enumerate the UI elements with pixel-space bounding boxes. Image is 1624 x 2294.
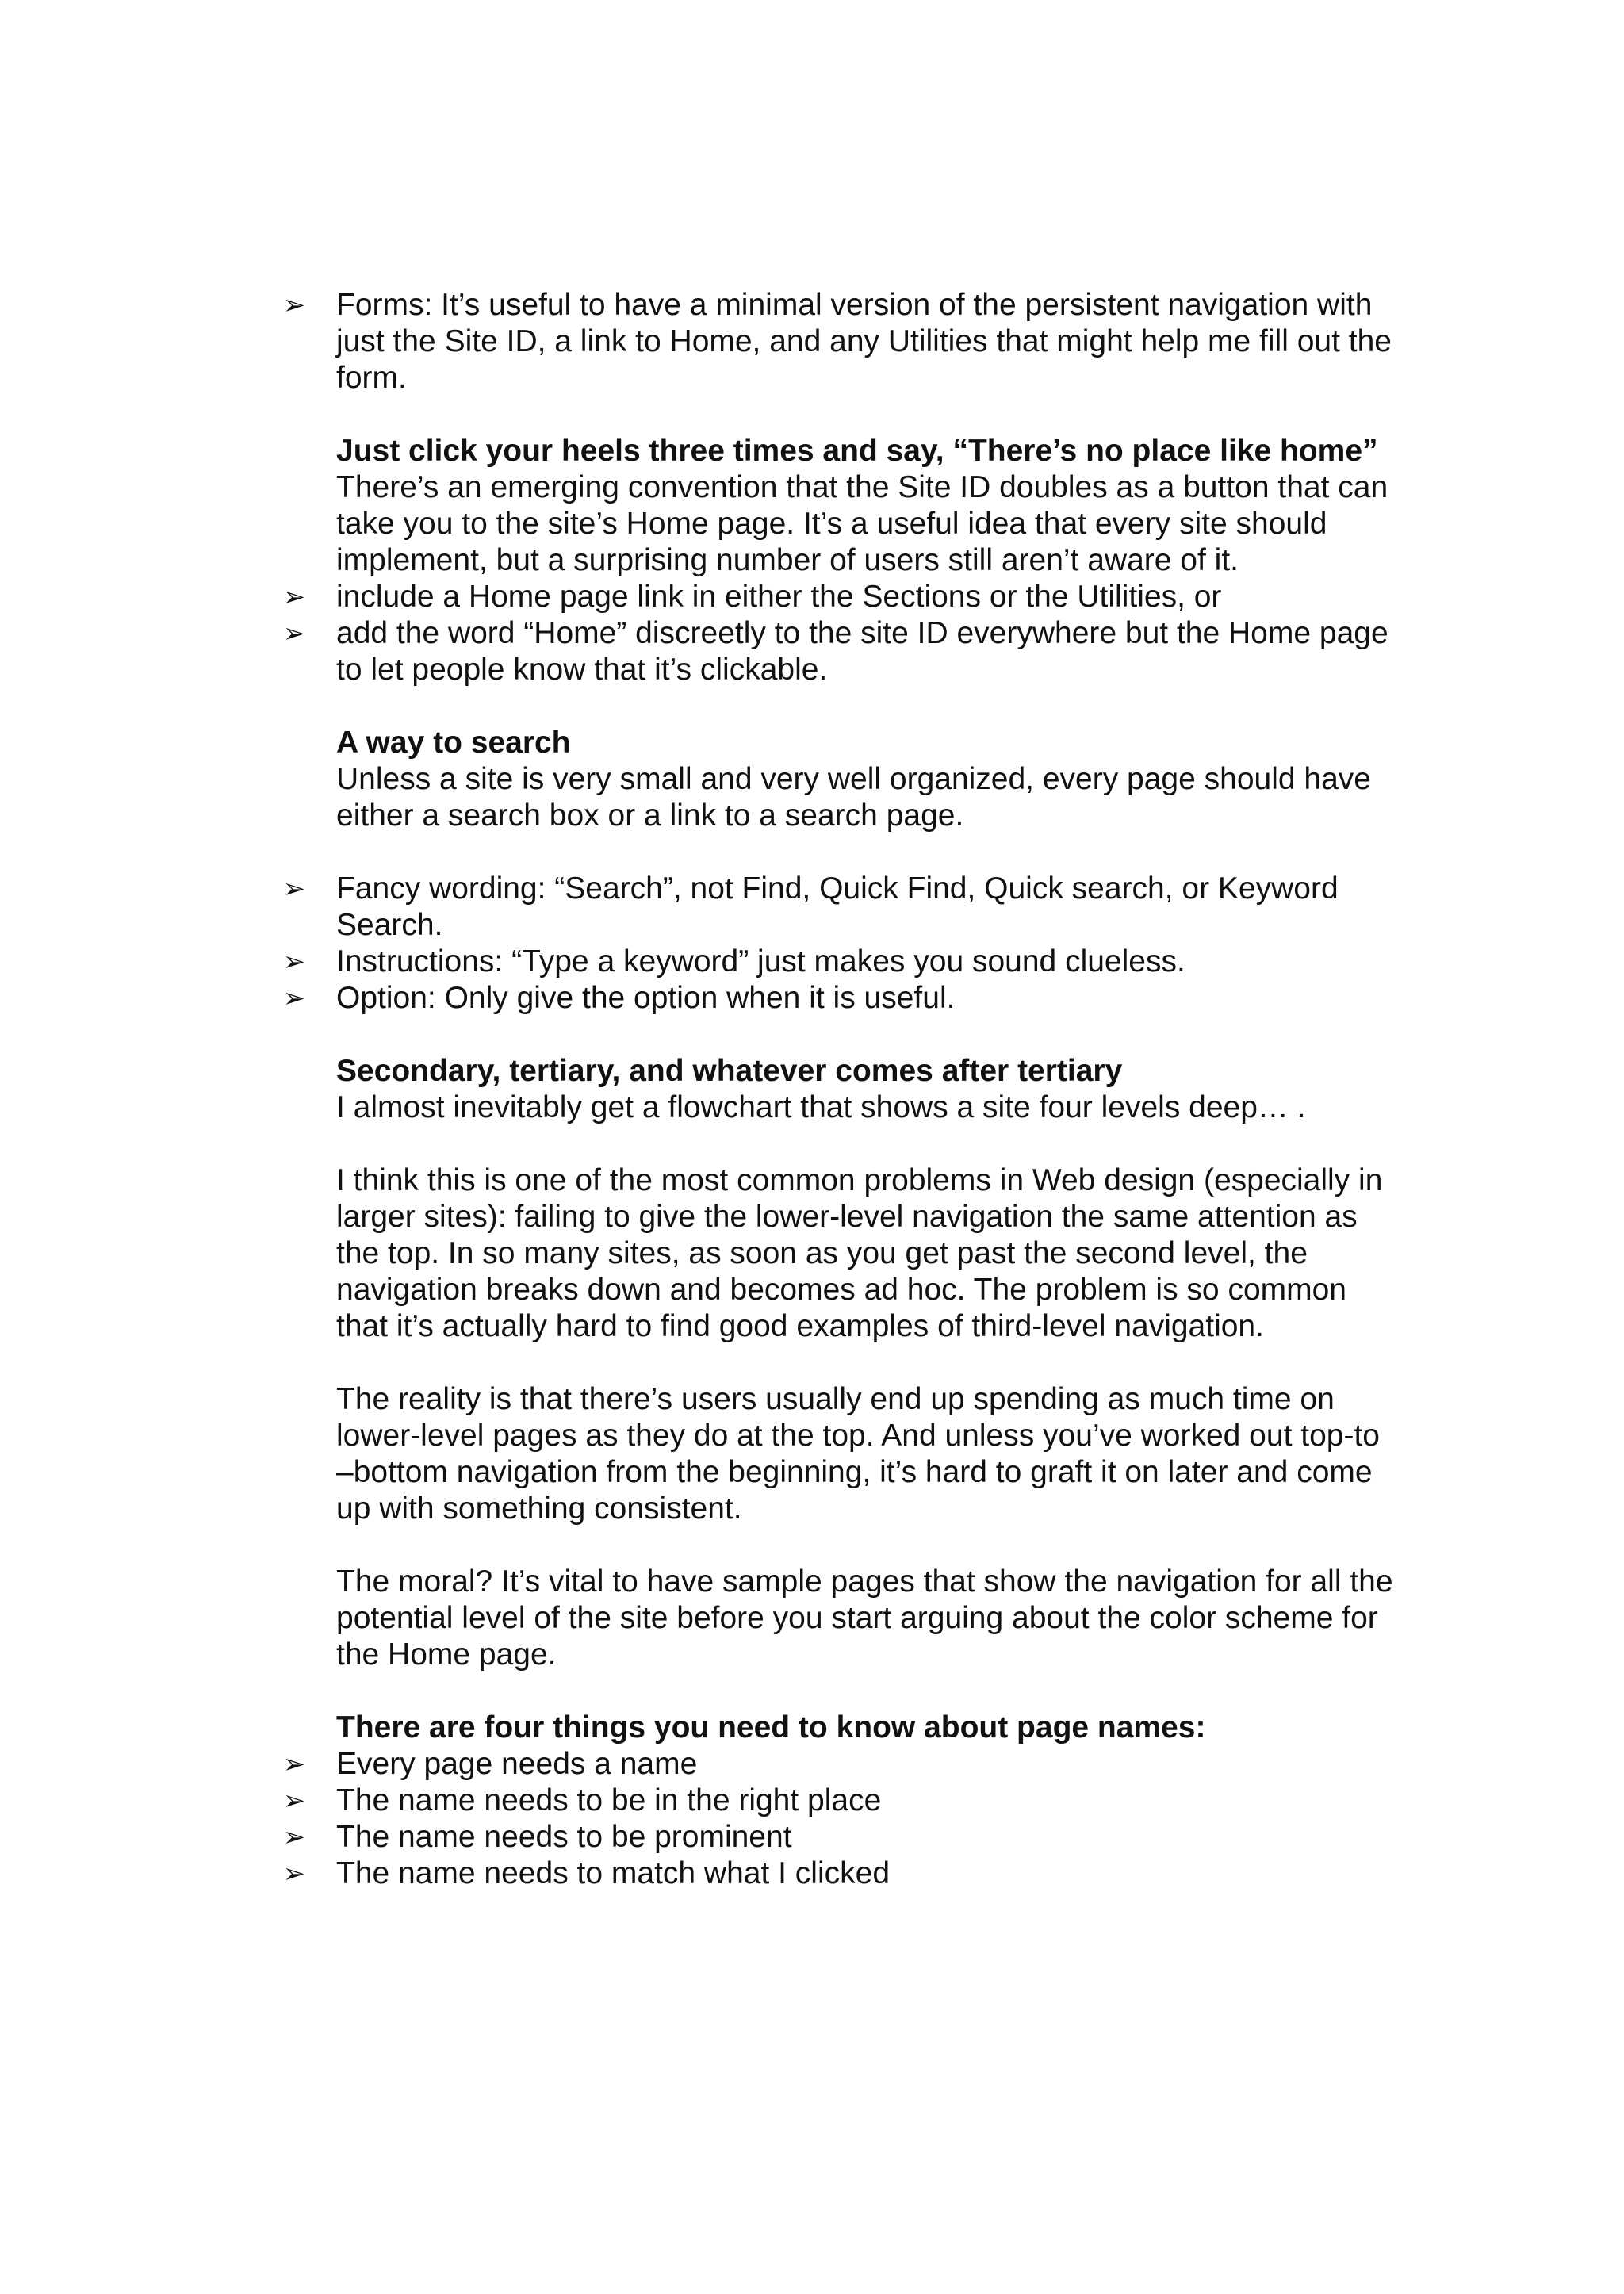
arrow-bullet-icon: ➢ <box>282 1785 306 1817</box>
bullet-text: The name needs to be in the right place <box>336 1783 882 1817</box>
bullet-item-match-clicked <box>282 1855 1399 1892</box>
section-heading-page-names: There are four things you need to know about page names: <box>336 1710 1206 1744</box>
bullet-text: Forms: It’s useful to have a minimal version of the persistent navigation with just the Site ID, a link to Home, and any Utilities that might help me fill out the form. <box>336 288 1392 395</box>
paragraph-reality: The reality is that there’s users usually end up spending as much time on lower-level pages as they do at the top. And unless you’ve worked out top-to –bottom navigation from the beginning, it’s hard to graft it on later and come up with something consistent. <box>336 1382 1380 1526</box>
arrow-bullet-icon: ➢ <box>282 1858 306 1890</box>
bullet-item-home-link <box>282 579 1399 615</box>
bullet-text: include a Home page link in either the Sections or the Utilities, or <box>336 580 1222 614</box>
bullet-text: add the word “Home” discreetly to the site ID everywhere but the Home page to let people know that it’s clickable. <box>336 616 1388 687</box>
section-heading-home: Just click your heels three times and say, “There’s no place like home” <box>336 434 1378 468</box>
arrow-bullet-icon: ➢ <box>282 1748 306 1780</box>
bullet-item-needs-name <box>282 1746 1399 1783</box>
bullet-text: Option: Only give the option when it is useful. <box>336 981 956 1015</box>
section-heading-levels: Secondary, tertiary, and whatever comes after tertiary <box>336 1054 1123 1088</box>
bullet-item-forms <box>282 287 1399 396</box>
paragraph-flowchart: I almost inevitably get a flowchart that shows a site four levels deep… . <box>336 1090 1306 1124</box>
bullet-item-option <box>282 980 1399 1017</box>
arrow-bullet-icon: ➢ <box>282 982 306 1014</box>
section-heading-search: A way to search <box>336 726 571 760</box>
bullet-item-prominent <box>282 1819 1399 1855</box>
page-content <box>282 287 1399 1892</box>
bullet-text: The name needs to be prominent <box>336 1820 792 1854</box>
paragraph-search: Unless a site is very small and very well organized, every page should have either a search box or a link to a search page. <box>336 762 1371 833</box>
paragraph-site-id: There’s an emerging convention that the Site ID doubles as a button that can take you to the site’s Home page. It’s a useful idea that every site should implement, but a surprising number of users still aren’t aware of it. <box>336 470 1388 577</box>
bullet-text: Every page needs a name <box>336 1747 698 1781</box>
bullet-item-home-word <box>282 615 1399 688</box>
arrow-bullet-icon: ➢ <box>282 1821 306 1853</box>
bullet-text: Fancy wording: “Search”, not Find, Quick Find, Quick search, or Keyword Search. <box>336 871 1339 942</box>
arrow-bullet-icon: ➢ <box>282 618 306 649</box>
arrow-bullet-icon: ➢ <box>282 946 306 978</box>
bullet-text: Instructions: “Type a keyword” just makes you sound clueless. <box>336 944 1185 978</box>
arrow-bullet-icon: ➢ <box>282 289 306 321</box>
bullet-item-right-place <box>282 1783 1399 1819</box>
arrow-bullet-icon: ➢ <box>282 581 306 613</box>
bullet-text: The name needs to match what I clicked <box>336 1856 891 1890</box>
paragraph-common-problems: I think this is one of the most common problems in Web design (especially in larger sites): failing to give the lower-level navigation the same attention as the top. In so many sites, as soon as you get past the second level, the navigation breaks down and becomes ad hoc. The problem is so common that it’s actually hard to find good examples of third-level navigation. <box>336 1163 1383 1343</box>
arrow-bullet-icon: ➢ <box>282 873 306 905</box>
bullet-item-instructions <box>282 944 1399 980</box>
bullet-item-fancy-wording <box>282 871 1399 944</box>
paragraph-moral: The moral? It’s vital to have sample pages that show the navigation for all the potential level of the site before you start arguing about the color scheme for the Home page. <box>336 1564 1393 1672</box>
